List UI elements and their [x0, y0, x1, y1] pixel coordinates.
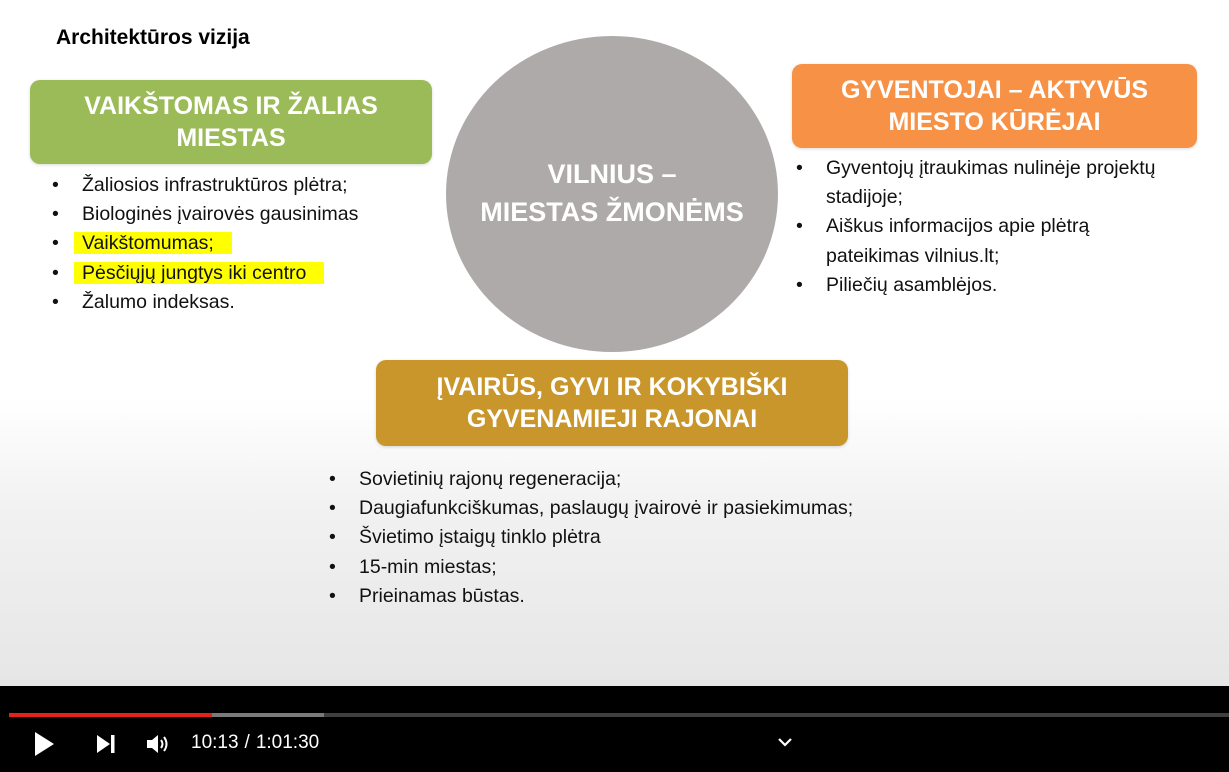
gold-bullet-list: [329, 465, 853, 611]
green-bullet-list: [52, 171, 358, 317]
orange-section-header: [792, 64, 1197, 148]
list-item: • Žalumo indeksas.: [52, 288, 358, 317]
slide-title: Architektūros vizija: [56, 26, 250, 49]
time-display: [191, 732, 319, 754]
collapse-button[interactable]: [772, 730, 798, 754]
list-item: • Švietimo įstaigų tinklo plėtra: [329, 523, 853, 552]
progress-played: [9, 713, 212, 717]
green-header-line1: VAIKŠTOMAS IR ŽALIAS: [84, 91, 378, 120]
circle-line2: MIESTAS ŽMONĖMS: [480, 197, 744, 227]
play-button[interactable]: [28, 728, 60, 760]
gold-header-line1: ĮVAIRŪS, GYVI IR KOKYBIŠKI: [436, 372, 788, 401]
play-icon: [31, 730, 57, 758]
list-item: • Prieinamas būstas.: [329, 582, 853, 611]
volume-button[interactable]: [144, 730, 172, 758]
time-separator: /: [244, 732, 250, 753]
list-item: • Sovietinių rajonų regeneracija;: [329, 465, 853, 494]
current-time: 10:13: [191, 732, 239, 753]
list-item: • Žaliosios infrastruktūros plėtra;: [52, 171, 358, 200]
chevron-down-icon: [777, 736, 793, 748]
next-button[interactable]: [92, 730, 120, 758]
list-item: • Piliečių asamblėjos.: [796, 271, 1176, 300]
orange-header-line1: GYVENTOJAI – AKTYVŪS: [840, 75, 1149, 104]
green-section-header: [30, 80, 432, 164]
progress-bar[interactable]: [9, 713, 1229, 717]
list-item-highlighted: • Pėsčiųjų jungtys iki centro: [52, 259, 358, 288]
list-item-highlighted: • Vaikštomumas;: [52, 229, 358, 258]
volume-icon: [145, 732, 171, 756]
list-item: • Biologinės įvairovės gausinimas: [52, 200, 358, 229]
duration: 1:01:30: [255, 732, 320, 753]
list-item: • Aiškus informacijos apie plėtrą pateikimas vilnius.lt;: [796, 212, 1176, 270]
gold-section-header: [376, 360, 848, 446]
center-circle: [446, 36, 778, 352]
circle-line1: VILNIUS –: [547, 159, 677, 190]
gold-header-line2: GYVENAMIEJI RAJONAI: [466, 405, 758, 433]
video-player-controls: [0, 686, 1229, 772]
orange-header-line2: MIESTO KŪRĖJAI: [888, 108, 1101, 136]
list-item: • Gyventojų įtraukimas nulinėje projektų stadijoje;: [796, 154, 1176, 212]
list-item: • 15-min miestas;: [329, 553, 853, 582]
list-item: • Daugiafunkciškumas, paslaugų įvairovė ir pasiekimumas;: [329, 494, 853, 523]
green-header-line2: MIESTAS: [176, 124, 286, 152]
next-icon: [95, 733, 117, 755]
orange-bullet-list: [796, 154, 1176, 300]
